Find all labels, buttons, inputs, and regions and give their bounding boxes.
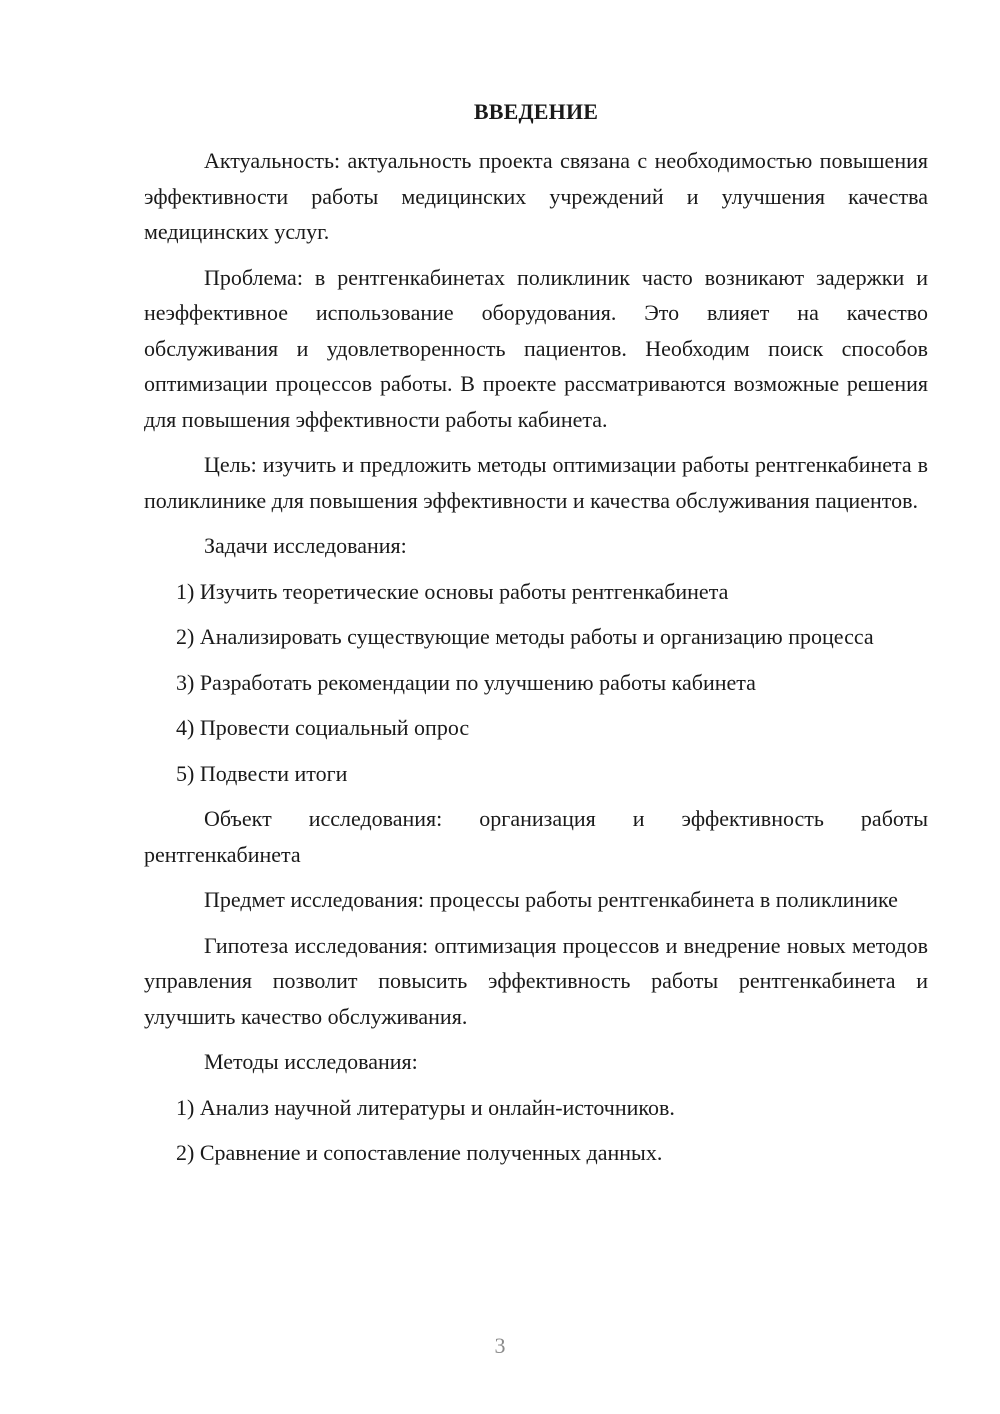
paragraph-subject: Предмет исследования: процессы работы рентгенкабинета в поликлинике: [204, 887, 898, 912]
method-item-2: 2) Сравнение и сопоставление полученных данных.: [176, 1140, 663, 1165]
paragraph-relevance: Актуальность: актуальность проекта связана с необходимостью повышения эффективности работы медицинских учреждений и улучшения качества медицинских услуг.: [144, 148, 928, 244]
paragraph-methods-heading: Методы исследования:: [204, 1049, 418, 1074]
method-item-1: 1) Анализ научной литературы и онлайн-источников.: [176, 1094, 675, 1120]
paragraph-object: Объект исследования: организация и эффективность работы рентгенкабинета: [144, 806, 928, 867]
document-body: [144, 143, 928, 1181]
page-title: ВВЕДЕНИЕ: [473, 99, 599, 124]
page-number: 3: [494, 1333, 506, 1358]
task-item-1: 1) Изучить теоретические основы работы рентгенкабинета: [176, 578, 729, 604]
paragraph-problem: Проблема: в рентгенкабинетах поликлиник часто возникают задержки и неэффективное использование оборудования. Это влияет на качество обслуживания и удовлетворенность пациентов. Необходим поиск способов оптимизации процессов работы. В проекте рассматриваются возможные решения для повышения эффективности работы кабинета.: [144, 264, 928, 432]
paragraph-tasks-heading: Задачи исследования:: [204, 533, 407, 558]
paragraph-goal: Цель: изучить и предложить методы оптимизации работы рентгенкабинета в поликлинике для повышения эффективности и качества обслуживания пациентов.: [144, 452, 928, 513]
paragraph-hypothesis: Гипотеза исследования: оптимизация процессов и внедрение новых методов управления позволит повысить эффективность работы рентгенкабинета и улучшить качество обслуживания.: [144, 932, 928, 1029]
task-item-2: 2) Анализировать существующие методы работы и организацию процесса: [176, 624, 874, 649]
task-item-3: 3) Разработать рекомендации по улучшению работы кабинета: [176, 669, 756, 695]
task-item-5: 5) Подвести итоги: [176, 760, 348, 786]
task-item-4: 4) Провести социальный опрос: [176, 715, 470, 740]
